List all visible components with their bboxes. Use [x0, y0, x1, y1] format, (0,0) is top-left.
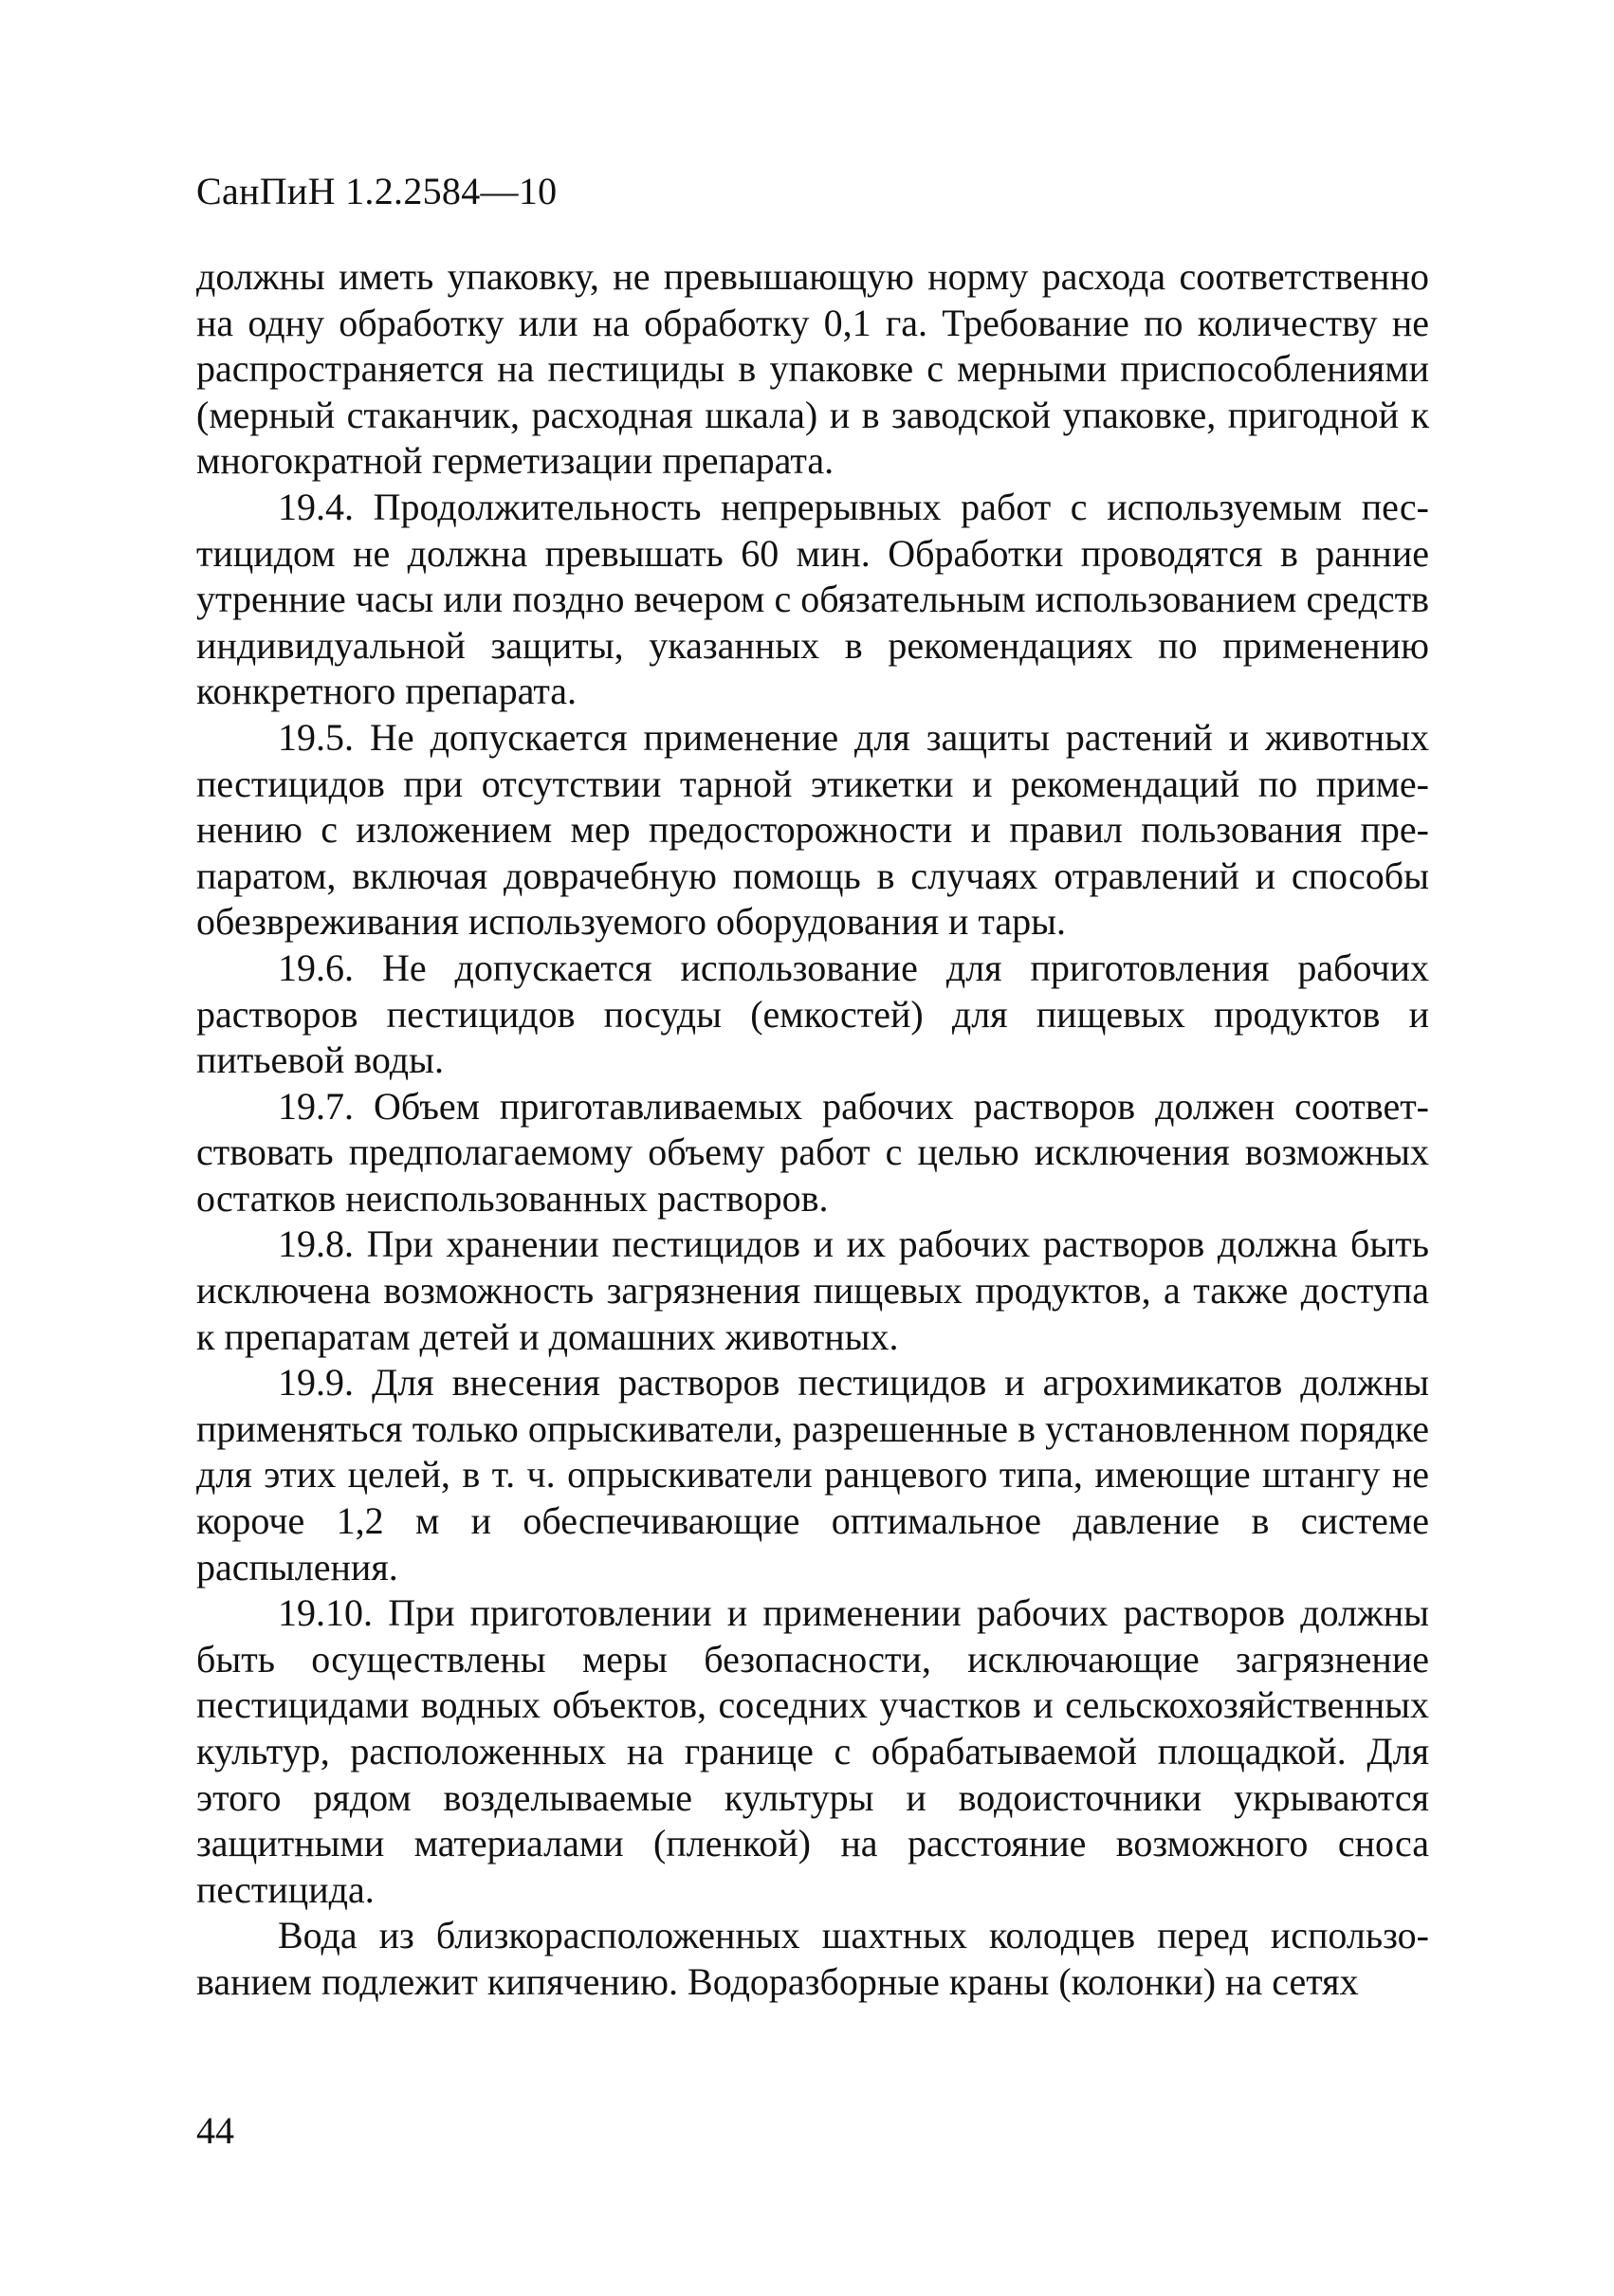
paragraph-19-10: 19.10. При приготовлении и применении рабочих растворов должны быть осуществлены меры безопасности, исключающие загрязнение пестицидами водных объектов, соседних участков и сельскохозяйственных культур, расположенных на границе с обрабатываемой площадкой. Для этого рядом возделываемые культуры и водоисточники укрываются защитными материалами (пленкой) на расстояние возможного сноса пестицида. — [196, 1591, 1429, 1911]
document-body — [196, 254, 1429, 2006]
document-header: СанПиН 1.2.2584—10 — [196, 170, 558, 212]
paragraph-19-5: 19.5. Не допускается применение для защиты растений и животных пестицидов при отсутствии тарной этикетки и рекомендаций по применению с изложением мер предосторожности и правил пользования препаратом, включая доврачебную помощь в случаях отравлений и способы обезвреживания используемого оборудования и тары. — [196, 715, 1429, 944]
paragraph-19-6: 19.6. Не допускается использование для приготовления рабочих растворов пестицидов посуды (емкостей) для пищевых продуктов и питьевой воды. — [196, 946, 1429, 1082]
page-number: 44 — [196, 2109, 234, 2152]
paragraph-19-7: 19.7. Объем приготавливаемых рабочих растворов должен соответствовать предполагаемому объему работ с целью исключения возможных остатков неиспользованных растворов. — [196, 1084, 1429, 1220]
paragraph-19-8: 19.8. При хранении пестицидов и их рабочих растворов должна быть исключена возможность загрязнения пищевых продуктов, а также доступа к препаратам детей и домашних животных. — [196, 1222, 1429, 1358]
paragraph-continuation: должны иметь упаковку, не превышающую норму расхода соответственно на одну обработку или на обработку 0,1 га. Требование по количеству не распространяется на пестициды в упаковке с мерными приспособлениями (мерный стаканчик, расходная шкала) и в заводской упаковке, пригодной к многократной герметизации препарата. — [196, 255, 1429, 483]
paragraph-water-wells: Вода из близкорасположенных шахтных колодцев перед использованием подлежит кипячению. Водоразборные краны (колонки) на сетях — [196, 1914, 1429, 2003]
paragraph-19-4: 19.4. Продолжительность непрерывных работ с используемым пестицидом не должна превышать 60 мин. Обработки проводятся в ранние утренние часы или поздно вечером с обязательным использованием средств индивидуальной защиты, указанных в рекомендациях по применению конкретного препарата. — [196, 485, 1429, 713]
paragraph-19-9: 19.9. Для внесения растворов пестицидов и агрохимикатов должны применяться только опрыскиватели, разрешенные в установленном порядке для этих целей, в т. ч. опрыскиватели ранцевого типа, имеющие штангу не короче 1,2 м и обеспечивающие оптимальное давление в системе распыления. — [196, 1361, 1429, 1589]
